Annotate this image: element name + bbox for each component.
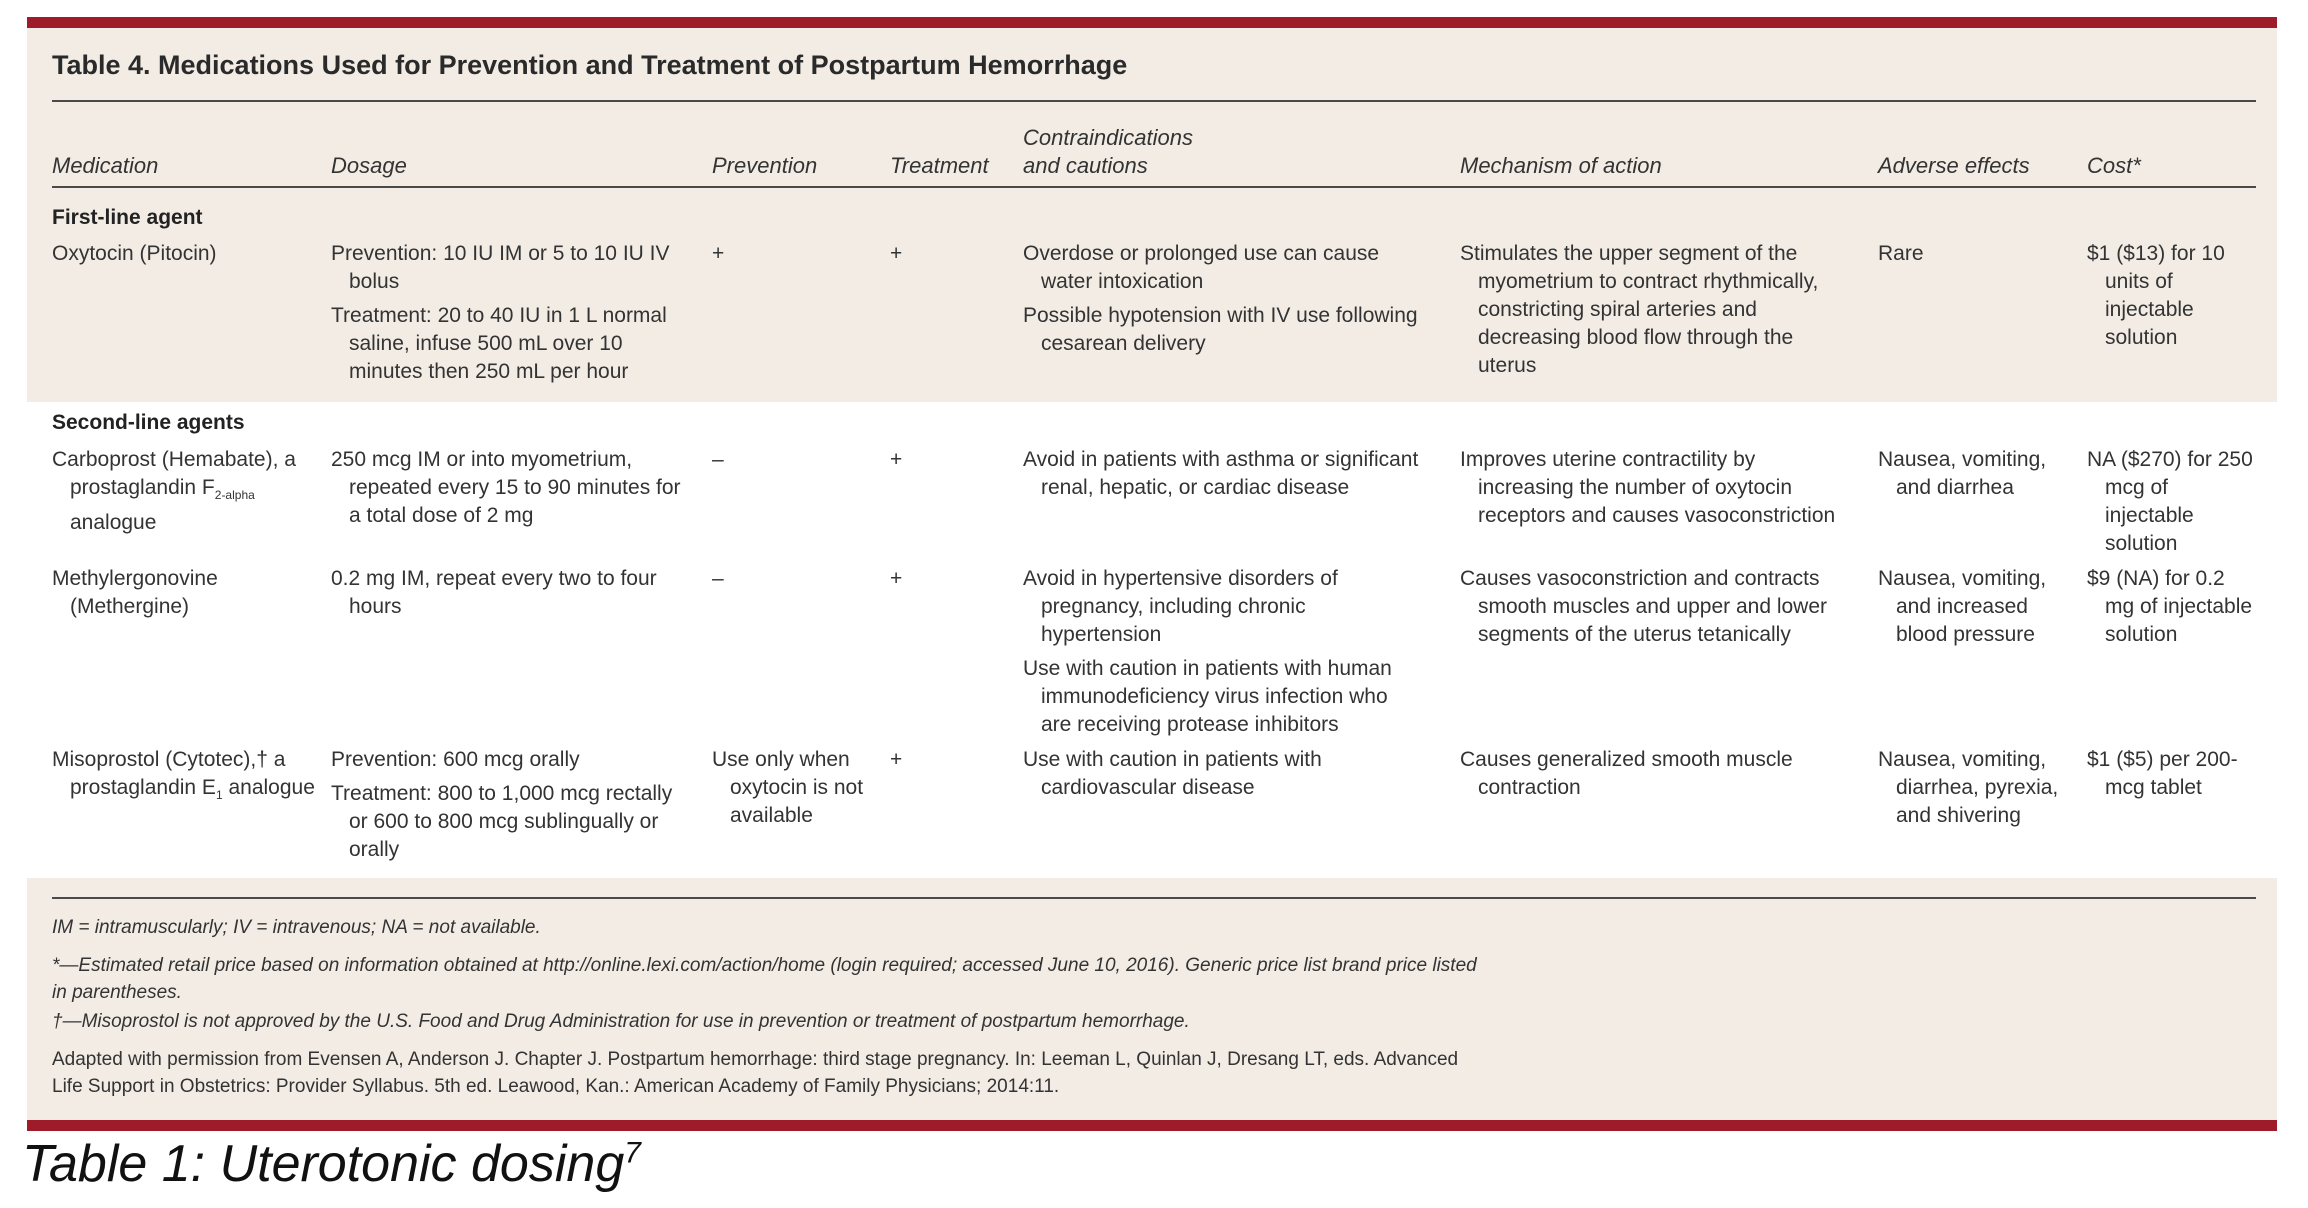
dosage-cell xyxy=(331,446,691,530)
cost-text: $1 ($5) per 200-mcg tablet xyxy=(2087,748,2238,799)
dosage-line: 0.2 mg IM, repeat every two to four hours xyxy=(331,567,657,618)
mechanism-text: Causes vasoconstriction and contracts smooth muscles and upper and lower segments of the uterus tetanically xyxy=(1460,567,1828,646)
header-cost: Cost* xyxy=(2087,153,2141,178)
prevention-cell xyxy=(712,746,872,830)
dosage-cell xyxy=(331,746,691,864)
treatment-cell: + xyxy=(890,748,903,771)
mechanism-text: Causes generalized smooth muscle contraction xyxy=(1460,748,1793,799)
dosage-line: Treatment: 800 to 1,000 mcg rectally or 600 to 800 mcg sublingually or orally xyxy=(331,782,673,861)
cost-text: $1 ($13) for 10 units of injectable solution xyxy=(2087,242,2225,349)
adverse-text: Nausea, vomiting, and diarrhea xyxy=(1878,448,2047,499)
medication-name: Methylergonovine (Methergine) xyxy=(52,567,218,618)
mechanism-cell xyxy=(1460,446,1855,530)
prevention-cell: – xyxy=(712,448,724,471)
header-mechanism: Mechanism of action xyxy=(1460,153,1662,178)
contraindications-cell xyxy=(1023,565,1423,739)
mechanism-text: Improves uterine contractility by increasing the number of oxytocin receptors and causes vasoconstriction xyxy=(1460,448,1836,527)
treatment-cell: + xyxy=(890,448,903,471)
cost-cell xyxy=(2087,240,2257,352)
footnote-rule xyxy=(52,897,2256,899)
mechanism-text: Stimulates the upper segment of the myometrium to contract rhythmically, constricting spiral arteries and decreasing blood flow through the uterus xyxy=(1460,242,1819,377)
header-contra-line2: and cautions xyxy=(1023,153,1148,178)
medication-name: Oxytocin (Pitocin) xyxy=(52,242,217,265)
header-treatment: Treatment xyxy=(890,153,989,178)
contra-line: Use with caution in patients with human immunodeficiency virus infection who are receiving protease inhibitors xyxy=(1023,657,1392,736)
contra-line: Avoid in hypertensive disorders of pregnancy, including chronic hypertension xyxy=(1023,567,1338,646)
prevention-cell: – xyxy=(712,567,724,590)
dosage-cell xyxy=(331,240,691,386)
cost-text: NA ($270) for 250 mcg of injectable solution xyxy=(2087,448,2253,555)
dosage-line: 250 mcg IM or into myometrium, repeated every 15 to 90 minutes for a total dose of 2 mg xyxy=(331,448,681,527)
contraindications-cell xyxy=(1023,240,1423,358)
table-row xyxy=(52,746,322,809)
header-contra-line1: Contraindications xyxy=(1023,125,1193,150)
header-prevention: Prevention xyxy=(712,153,818,178)
caption-reference: 7 xyxy=(624,1136,641,1170)
cost-text: $9 (NA) for 0.2 mg of injectable solution xyxy=(2087,567,2253,646)
table-row xyxy=(52,446,322,537)
header-rule xyxy=(52,186,2256,188)
table-row xyxy=(52,565,322,621)
figure-caption xyxy=(22,1134,641,1194)
adverse-cell xyxy=(1878,240,2068,268)
table-title: Table 4. Medications Used for Prevention and Treatment of Postpartum Hemorrhage xyxy=(52,50,1128,80)
contraindications-cell xyxy=(1023,446,1423,502)
prevention-cell: + xyxy=(712,242,725,265)
header-medication: Medication xyxy=(52,153,159,178)
treatment-cell: + xyxy=(890,242,903,265)
footnote-abbreviations: IM = intramuscularly; IV = intravenous; NA = not available. xyxy=(52,917,541,938)
contra-line: Possible hypotension with IV use following cesarean delivery xyxy=(1023,304,1418,355)
contra-line: Use with caution in patients with cardiovascular disease xyxy=(1023,748,1322,799)
dosage-line: Prevention: 600 mcg orally xyxy=(331,748,580,771)
adverse-cell xyxy=(1878,746,2068,830)
header-adverse: Adverse effects xyxy=(1878,153,2030,178)
footnote-cost: *—Estimated retail price based on information obtained at http://online.lexi.com/action/home (login required; accessed June 10, 2016). Generic price list brand price listed in parentheses. xyxy=(52,955,1477,1003)
dosage-line: Prevention: 10 IU IM or 5 to 10 IU IV bolus xyxy=(331,242,670,293)
treatment-cell: + xyxy=(890,567,903,590)
section-first-line: First-line agent xyxy=(52,206,203,229)
cost-cell xyxy=(2087,565,2257,649)
header-contraindications xyxy=(1023,124,1193,180)
contra-line: Overdose or prolonged use can cause water intoxication xyxy=(1023,242,1380,293)
top-accent-bar xyxy=(27,17,2277,28)
prevention-text: Use only when oxytocin is not available xyxy=(712,748,864,827)
cost-cell xyxy=(2087,746,2257,802)
footnote-adapted: Adapted with permission from Evensen A, Anderson J. Chapter J. Postpartum hemorrhage: third stage pregnancy. In: Leeman L, Quinlan J, Dresang LT, eds. Advanced Life Support in Obstetrics: Provider Syllabus. 5th ed. Leawood, Kan.: American Academy of Family Physicians; 2014:11. xyxy=(52,1049,1459,1097)
contraindications-cell xyxy=(1023,746,1423,802)
medication-name: Misoprostol (Cytotec),† a prostaglandin $E_1$ analogue xyxy=(52,748,315,803)
adverse-text: Nausea, vomiting, and increased blood pressure xyxy=(1878,567,2047,646)
section-second-line: Second-line agents xyxy=(52,411,245,434)
adverse-text: Nausea, vomiting, diarrhea, pyrexia, and shivering xyxy=(1878,748,2059,827)
mechanism-cell xyxy=(1460,565,1855,649)
cost-cell xyxy=(2087,446,2257,558)
table-row xyxy=(52,240,322,268)
adverse-text: Rare xyxy=(1878,242,1924,265)
title-rule xyxy=(52,100,2256,102)
dosage-line: Treatment: 20 to 40 IU in 1 L normal saline, infuse 500 mL over 10 minutes then 250 mL per hour xyxy=(331,304,667,383)
mechanism-cell xyxy=(1460,746,1855,802)
adverse-cell xyxy=(1878,446,2068,502)
mechanism-cell xyxy=(1460,240,1855,380)
adverse-cell xyxy=(1878,565,2068,649)
footnote-misoprostol: †—Misoprostol is not approved by the U.S. Food and Drug Administration for use in prevention or treatment of postpartum hemorrhage. xyxy=(52,1011,1190,1032)
bottom-accent-bar xyxy=(27,1120,2277,1131)
header-dosage: Dosage xyxy=(331,153,407,178)
contra-line: Avoid in patients with asthma or significant renal, hepatic, or cardiac disease xyxy=(1023,448,1419,499)
medication-name: Carboprost (Hemabate), a prostaglandin $F_{2-alpha}$ analogue xyxy=(52,448,296,535)
dosage-cell xyxy=(331,565,691,621)
caption-text: Table 1: Uterotonic dosing xyxy=(22,1135,625,1193)
